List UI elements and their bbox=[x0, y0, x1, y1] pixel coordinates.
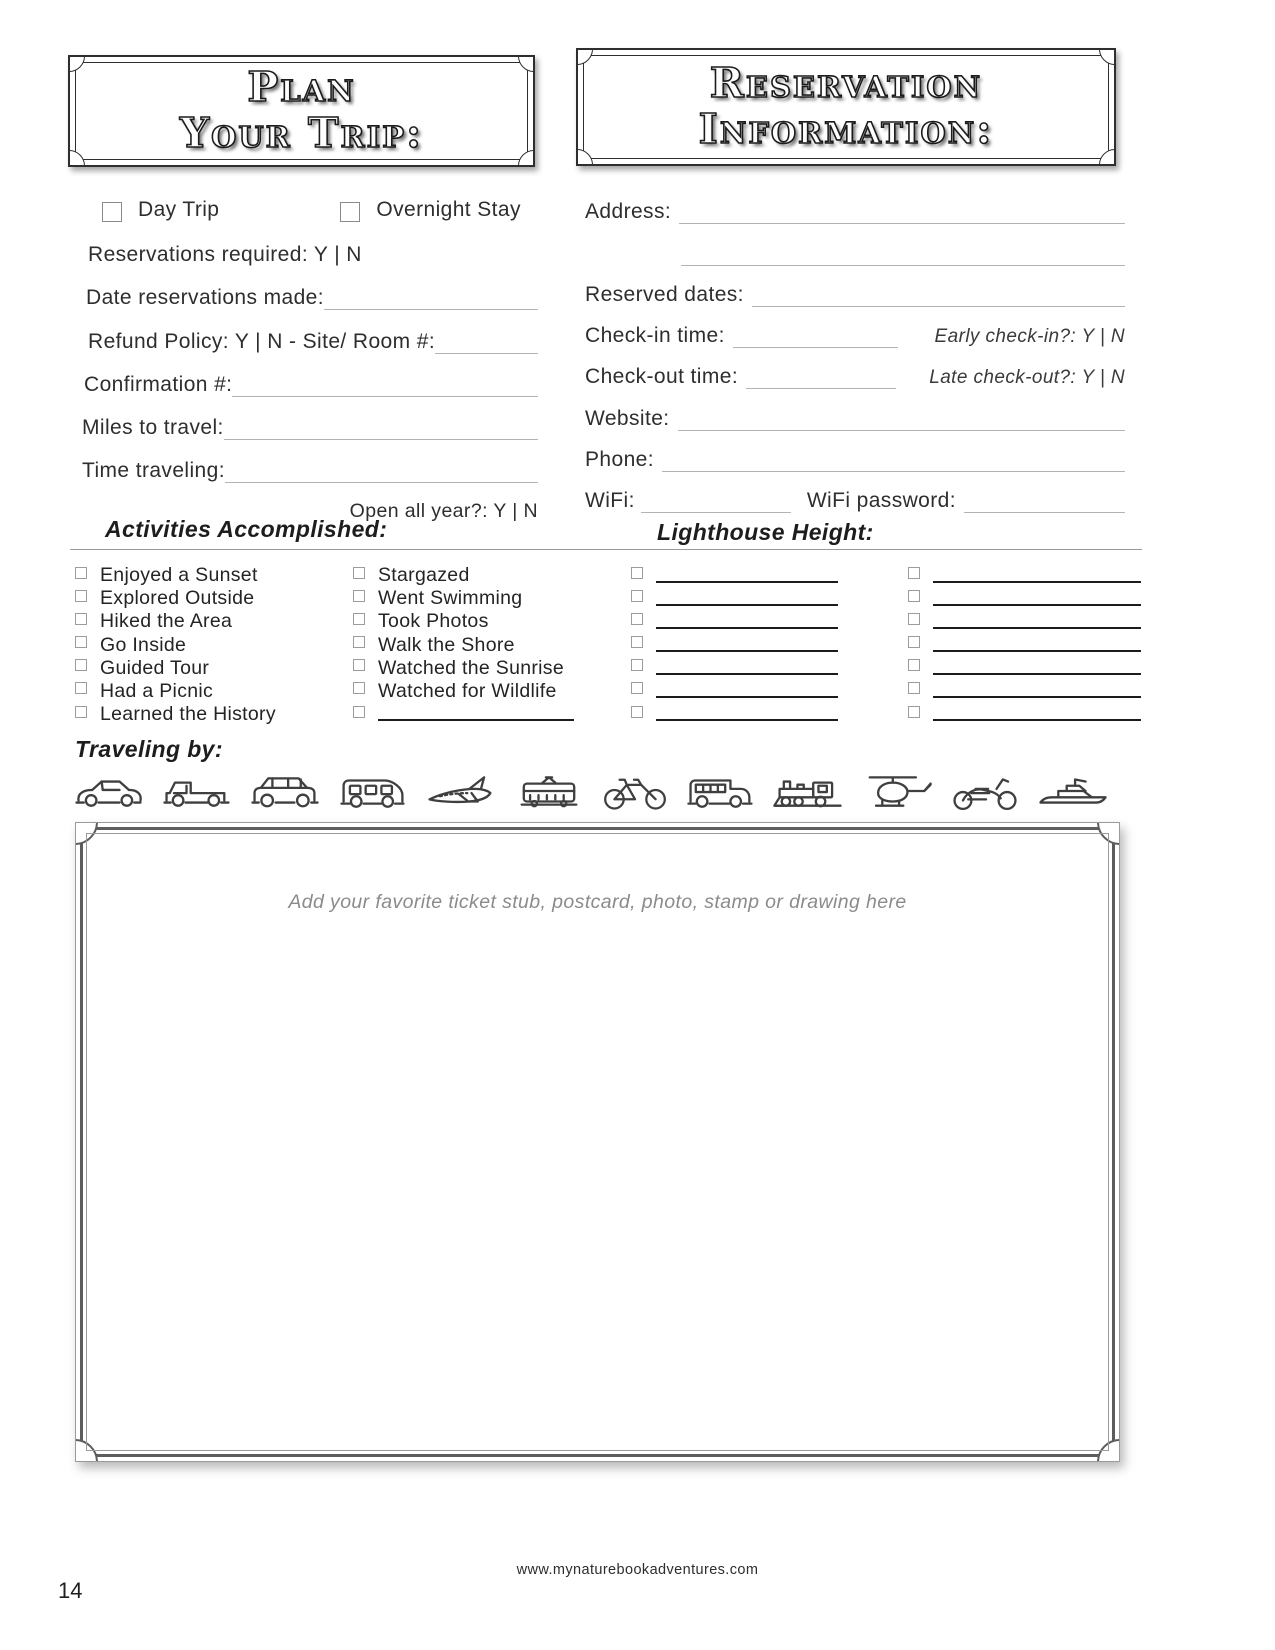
list-item bbox=[353, 704, 625, 726]
overnight-stay-label: Overnight Stay bbox=[376, 198, 521, 221]
activity-label: Had a Picnic bbox=[100, 679, 214, 702]
airplane-icon bbox=[422, 770, 500, 812]
address-line2 bbox=[681, 239, 1125, 265]
checkbox[interactable] bbox=[908, 682, 920, 694]
list-item bbox=[631, 704, 891, 726]
plan-title-line1: Plan bbox=[247, 63, 356, 112]
check-in-time-line bbox=[733, 322, 898, 348]
list-item bbox=[631, 657, 891, 679]
miles-to-travel-label: Miles to travel: bbox=[82, 416, 224, 439]
write-in-line bbox=[933, 615, 1141, 629]
checkbox[interactable] bbox=[353, 590, 365, 602]
write-in-line bbox=[933, 684, 1141, 698]
list-item bbox=[631, 565, 891, 587]
check-in-time-label: Check-in time: bbox=[585, 324, 725, 347]
address-line1 bbox=[679, 198, 1125, 224]
checkbox[interactable] bbox=[631, 706, 643, 718]
write-in-line bbox=[933, 707, 1141, 721]
checkbox[interactable] bbox=[908, 706, 920, 718]
checkbox[interactable] bbox=[908, 659, 920, 671]
confirmation-number-line bbox=[232, 371, 538, 397]
activities-column-2 bbox=[353, 565, 625, 725]
write-in-line bbox=[933, 569, 1141, 583]
bicycle-icon bbox=[598, 770, 672, 812]
wifi-line bbox=[641, 487, 791, 513]
checkbox[interactable] bbox=[908, 590, 920, 602]
website-label: Website: bbox=[585, 406, 670, 430]
activities-column-1 bbox=[75, 565, 347, 725]
suv-icon bbox=[246, 770, 324, 812]
date-reservations-made-label: Date reservations made: bbox=[86, 286, 324, 310]
write-in-line bbox=[656, 615, 838, 629]
checkbox[interactable] bbox=[75, 636, 87, 648]
checkbox[interactable] bbox=[353, 706, 365, 718]
site-room-number-line bbox=[435, 327, 538, 353]
activity-label: Watched the Sunrise bbox=[378, 656, 564, 679]
list-item bbox=[353, 657, 625, 679]
activity-label: Explored Outside bbox=[100, 587, 255, 610]
list-item bbox=[908, 680, 1148, 702]
steam-train-icon bbox=[770, 770, 848, 812]
late-check-out-label: Late check-out?: Y | N bbox=[929, 367, 1125, 389]
list-item bbox=[75, 634, 347, 656]
corner-notch bbox=[518, 150, 535, 167]
trip-plan-form bbox=[82, 198, 538, 523]
time-traveling-line bbox=[225, 457, 538, 483]
list-item bbox=[631, 611, 891, 633]
reservation-title-line1: Reservation bbox=[709, 59, 983, 108]
pickup-truck-icon bbox=[158, 770, 236, 812]
lighthouse-height-column-2 bbox=[908, 565, 1148, 725]
checkbox[interactable] bbox=[75, 613, 87, 625]
list-item bbox=[75, 657, 347, 679]
open-all-year-label: Open all year?: Y | N bbox=[349, 500, 538, 523]
date-reservations-line bbox=[324, 284, 538, 310]
corner-notch bbox=[1097, 1439, 1120, 1462]
activity-label: Go Inside bbox=[100, 633, 187, 656]
checkbox[interactable] bbox=[353, 636, 365, 648]
list-item bbox=[908, 704, 1148, 726]
corner-notch bbox=[1099, 149, 1116, 166]
corner-notch bbox=[68, 55, 85, 72]
list-item bbox=[631, 634, 891, 656]
corner-notch bbox=[1099, 48, 1116, 65]
list-item bbox=[353, 588, 625, 610]
activity-label: Went Swimming bbox=[378, 587, 523, 610]
list-item bbox=[353, 611, 625, 633]
checkbox[interactable] bbox=[631, 567, 643, 579]
sedan-car-icon bbox=[70, 770, 148, 812]
write-in-line bbox=[933, 592, 1141, 606]
list-item bbox=[631, 680, 891, 702]
wifi-password-label: WiFi password: bbox=[806, 489, 956, 512]
write-in-line bbox=[656, 684, 838, 698]
write-in-line bbox=[933, 638, 1141, 652]
corner-notch bbox=[576, 48, 593, 65]
plan-title bbox=[180, 65, 423, 157]
checkbox[interactable] bbox=[353, 682, 365, 694]
time-traveling-label: Time traveling: bbox=[82, 459, 225, 483]
activity-label: Guided Tour bbox=[100, 656, 210, 679]
checkbox[interactable] bbox=[353, 567, 365, 579]
list-item bbox=[908, 588, 1148, 610]
day-trip-label: Day Trip bbox=[138, 198, 220, 221]
wifi-password-line bbox=[964, 487, 1125, 513]
list-item bbox=[75, 680, 347, 702]
reserved-dates-line bbox=[752, 281, 1125, 307]
reservation-title bbox=[699, 61, 994, 153]
yacht-icon bbox=[1034, 770, 1112, 812]
lighthouse-height-column-1 bbox=[631, 565, 891, 725]
tram-icon bbox=[510, 770, 588, 812]
helicopter-icon bbox=[858, 770, 936, 812]
list-item bbox=[75, 704, 347, 726]
checkbox[interactable] bbox=[75, 567, 87, 579]
checkbox[interactable] bbox=[631, 682, 643, 694]
footer-url: www.mynaturebookadventures.com bbox=[516, 1562, 759, 1578]
checkbox[interactable] bbox=[353, 613, 365, 625]
write-in-line bbox=[933, 661, 1141, 675]
write-in-line bbox=[656, 592, 838, 606]
early-check-in-label: Early check-in?: Y | N bbox=[934, 326, 1125, 347]
wifi-label: WiFi: bbox=[585, 489, 635, 512]
camper-van-icon bbox=[334, 770, 412, 812]
corner-notch bbox=[68, 150, 85, 167]
list-item bbox=[908, 611, 1148, 633]
address-label: Address: bbox=[585, 200, 672, 224]
frame-caption: Add your favorite ticket stub, postcard, photo, stamp or drawing here bbox=[288, 891, 907, 913]
write-in-line bbox=[656, 661, 838, 675]
checkbox[interactable] bbox=[908, 613, 920, 625]
memory-frame bbox=[75, 822, 1120, 1462]
traveling-by-header: Traveling by: bbox=[75, 736, 223, 762]
list-item bbox=[353, 634, 625, 656]
refund-policy-label: Refund Policy: Y | N - Site/ Room #: bbox=[88, 329, 436, 353]
checkbox[interactable] bbox=[631, 636, 643, 648]
list-item bbox=[75, 588, 347, 610]
corner-notch bbox=[75, 1439, 98, 1462]
checkbox[interactable] bbox=[908, 567, 920, 579]
overnight-stay-checkbox[interactable] bbox=[340, 202, 360, 222]
lighthouse-height-header: Lighthouse Height: bbox=[657, 519, 874, 545]
reservations-required-label: Reservations required: Y | N bbox=[88, 243, 362, 266]
page-number: 14 bbox=[58, 1578, 83, 1603]
write-in-line bbox=[656, 569, 838, 583]
confirmation-number-label: Confirmation #: bbox=[84, 372, 233, 396]
activity-label: Hiked the Area bbox=[100, 610, 233, 633]
activity-label: Took Photos bbox=[378, 610, 489, 633]
corner-notch bbox=[576, 149, 593, 166]
list-item bbox=[353, 565, 625, 587]
write-in-line bbox=[656, 638, 838, 652]
activity-label: Watched for Wildlife bbox=[378, 679, 557, 702]
checkbox[interactable] bbox=[631, 659, 643, 671]
section-divider bbox=[70, 549, 1142, 550]
list-item bbox=[353, 680, 625, 702]
write-in-line bbox=[656, 707, 838, 721]
checkbox[interactable] bbox=[75, 590, 87, 602]
check-out-time-line bbox=[746, 363, 896, 389]
reservation-form bbox=[585, 198, 1125, 513]
day-trip-checkbox[interactable] bbox=[102, 202, 122, 222]
checkbox[interactable] bbox=[353, 659, 365, 671]
reservation-title-line2: Information: bbox=[698, 105, 994, 153]
miles-to-travel-line bbox=[224, 414, 538, 440]
plan-your-trip-plaque bbox=[68, 55, 535, 167]
list-item bbox=[908, 634, 1148, 656]
vehicle-icons-row bbox=[70, 770, 1112, 812]
plan-title-line2: Your Trip: bbox=[179, 109, 424, 157]
motorcycle-icon bbox=[946, 770, 1024, 812]
school-bus-icon bbox=[682, 770, 760, 812]
corner-notch bbox=[1097, 822, 1120, 845]
write-in-line bbox=[378, 707, 574, 721]
activity-label: Enjoyed a Sunset bbox=[100, 564, 258, 587]
activity-label: Stargazed bbox=[378, 564, 470, 587]
check-out-time-label: Check-out time: bbox=[585, 365, 739, 389]
checkbox[interactable] bbox=[631, 590, 643, 602]
list-item bbox=[75, 611, 347, 633]
website-line bbox=[678, 404, 1125, 430]
corner-notch bbox=[75, 822, 98, 845]
corner-notch bbox=[518, 55, 535, 72]
checkbox[interactable] bbox=[908, 636, 920, 648]
list-item bbox=[631, 588, 891, 610]
phone-line bbox=[662, 446, 1125, 472]
reservation-info-plaque bbox=[576, 48, 1116, 166]
list-item bbox=[75, 565, 347, 587]
list-item bbox=[908, 657, 1148, 679]
checkbox[interactable] bbox=[75, 682, 87, 694]
checkbox[interactable] bbox=[75, 659, 87, 671]
activities-accomplished-header: Activities Accomplished: bbox=[105, 516, 388, 542]
reserved-dates-label: Reserved dates: bbox=[585, 282, 744, 306]
checkbox[interactable] bbox=[631, 613, 643, 625]
activity-label: Learned the History bbox=[100, 702, 276, 725]
list-item bbox=[908, 565, 1148, 587]
checkbox[interactable] bbox=[75, 706, 87, 718]
activity-label: Walk the Shore bbox=[378, 633, 515, 656]
phone-label: Phone: bbox=[585, 447, 654, 471]
